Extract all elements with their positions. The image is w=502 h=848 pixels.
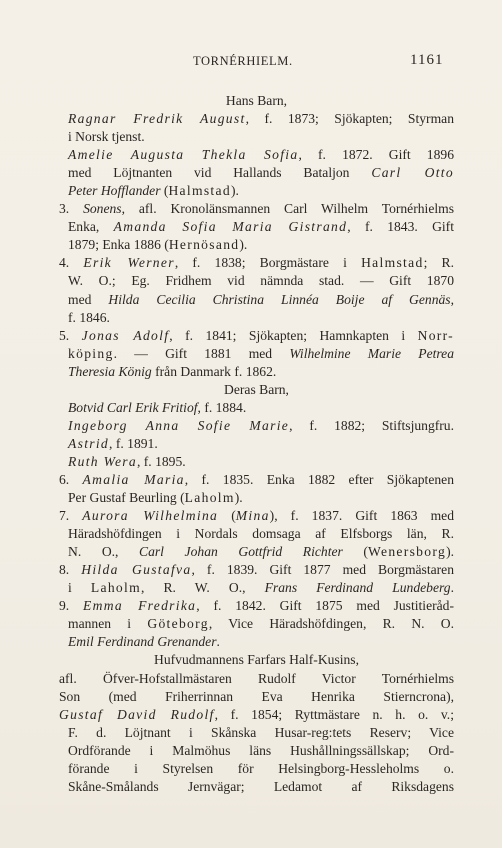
text-run: 4. — [59, 255, 84, 271]
text-line — [59, 110, 454, 128]
person-name: Theresia König — [68, 363, 152, 379]
text-run: afl. Öfver-Hofstallmästaren Rudolf Victor Tornérhielms — [59, 670, 454, 686]
text-run: , f. 1884. — [197, 399, 247, 415]
text-run: , f. 1882; Stiftsjungfru. — [289, 417, 454, 433]
text-run: , — [450, 291, 454, 307]
text-run: Son (med Friherrinnan Eva Henrika Stierncrona), — [59, 688, 454, 704]
text-line — [59, 327, 454, 345]
text-run: 1879; Enka 1886 ( — [68, 237, 169, 253]
text-line — [59, 128, 454, 146]
text-line — [59, 633, 454, 651]
text-line — [59, 453, 454, 471]
running-head-title: TORNÉRHIELM. — [193, 54, 293, 68]
person-name: Frans Ferdinand Lundeberg — [264, 580, 451, 596]
text-run: N. O., — [68, 544, 140, 560]
text-line — [59, 435, 454, 453]
text-run: Ordförande i Malmöhus läns Hushållningssällskap; Ord- — [68, 742, 454, 758]
text-line — [59, 688, 454, 706]
text-line — [59, 670, 454, 688]
text-run: f. 1846. — [68, 309, 110, 325]
text-run: Halmstad — [168, 183, 231, 199]
text-line — [59, 291, 454, 309]
text-line — [59, 760, 454, 778]
text-line — [59, 561, 454, 579]
text-run: Deras Barn, — [224, 381, 289, 397]
person-name: Amelie Augusta Thekla Sofia — [68, 147, 299, 163]
text-line — [59, 579, 454, 597]
text-run: Per Gustaf Beurling ( — [68, 490, 185, 506]
text-line — [59, 146, 454, 164]
text-run: 9. — [59, 598, 84, 614]
text-run: mannen i — [68, 616, 148, 632]
person-name: Astrid — [68, 435, 110, 451]
text-run: Enka, — [68, 219, 114, 235]
person-name: Carl Otto — [371, 165, 454, 181]
text-run: , f. 1872. Gift 1896 — [298, 147, 454, 163]
text-run: W. O.; Eg. Fridhem vid nämnda stad. — Gift 1870 — [68, 273, 454, 289]
text-run: Halmstad — [361, 255, 424, 271]
text-run: Hufvudmannens Farfars Half-Kusins, — [154, 652, 359, 668]
text-line — [59, 236, 454, 254]
text-line — [59, 200, 454, 218]
text-run: , f. 1842. Gift 1875 med Justitieråd- — [196, 598, 454, 614]
text-run: Hernösand — [168, 237, 240, 253]
person-name: Carl Johan Gottfrid Richter — [139, 544, 343, 560]
text-run: 5. — [59, 327, 82, 343]
text-line — [59, 399, 454, 417]
text-line — [59, 471, 454, 489]
text-run: Hans Barn, — [225, 93, 288, 108]
person-name: Erik Werner — [83, 255, 175, 271]
text-run: Laholm — [184, 490, 235, 506]
text-run: , f. 1839. Gift 1877 med Borgmästaren — [191, 562, 455, 578]
section-heading-line — [59, 651, 454, 669]
text-run: , f. 1841; Sjökapten; Hamnkapten i — [169, 327, 418, 343]
section-heading-line — [59, 92, 454, 110]
person-name: Hilda Cecilia Christina Linnéa Boije af Gennäs — [108, 291, 451, 307]
person-name: Wilhelmine Marie Petrea — [289, 345, 454, 361]
section-heading-line — [59, 381, 454, 399]
text-run: Laholm — [90, 580, 141, 596]
text-run: ( — [160, 183, 169, 199]
text-run: köping — [68, 345, 114, 361]
text-run: Norr- — [417, 327, 455, 343]
text-run: , f. 1843. Gift — [347, 219, 454, 235]
text-run: , f. 1873; Sjökapten; Styrman — [245, 111, 454, 127]
text-line — [59, 164, 454, 182]
text-line — [59, 254, 454, 272]
text-run: 8. — [59, 562, 82, 578]
text-run: . — [216, 634, 220, 650]
person-name: Mina — [235, 508, 270, 524]
text-run: , f. 1891. — [109, 435, 158, 451]
text-line — [59, 706, 454, 724]
person-name: Gustaf David Rudolf — [59, 706, 215, 722]
text-run: från Danmark f. 1862. — [151, 363, 277, 379]
person-name: Amanda Sofia Maria Gistrand — [113, 219, 348, 235]
text-run: Wenersborg — [367, 544, 447, 560]
person-name: Jonas Adolf — [81, 327, 170, 343]
text-run: 6. — [59, 471, 83, 487]
text-line — [59, 363, 454, 381]
text-line — [59, 597, 454, 615]
text-line — [59, 742, 454, 760]
text-run: Skåne-Smålands Jernvägar; Ledamot af Riksdagens — [68, 778, 454, 794]
page-number: 1161 — [410, 52, 444, 68]
person-name: Sonens — [83, 201, 122, 217]
text-run: Häradshöfdingen i Nordals domsaga af Elfsborgs län, R. — [68, 526, 454, 542]
person-name: Botvid Carl Erik Fritiof — [68, 399, 198, 415]
text-run: ( — [218, 508, 236, 524]
text-line — [59, 615, 454, 633]
text-run: ). — [230, 183, 239, 199]
person-name: Hilda Gustafva — [81, 562, 192, 578]
text-run: ). — [446, 544, 454, 560]
text-run: Göteborg — [147, 616, 209, 632]
text-run: i — [68, 580, 91, 596]
text-run: 3. — [59, 201, 84, 217]
person-name: Ragnar Fredrik August — [68, 111, 246, 127]
text-line — [59, 218, 454, 236]
person-name: Emma Fredrika — [83, 598, 197, 614]
text-run: , Vice Häradshöfdingen, R. N. O. — [208, 616, 455, 632]
person-name: Emil Ferdinand Grenander — [68, 634, 217, 650]
text-run: . — Gift 1881 med — [113, 345, 290, 361]
text-run: med — [68, 291, 109, 307]
text-line — [59, 778, 454, 796]
text-run: , R. W. O., — [140, 580, 265, 596]
text-line — [59, 489, 454, 507]
person-name: Aurora Wilhelmina — [82, 508, 219, 524]
text-line — [59, 309, 454, 327]
text-line — [59, 345, 454, 363]
person-name: Ruth Wera — [68, 453, 137, 469]
text-line — [59, 724, 454, 742]
text-run: ). — [234, 490, 243, 506]
text-run: med Löjtnanten vid Hallands Bataljon — [68, 165, 372, 181]
text-run: ), f. 1837. Gift 1863 med — [269, 508, 454, 524]
text-line — [59, 507, 454, 525]
text-line — [59, 272, 454, 290]
text-run: ; R. — [423, 255, 454, 271]
text-run: F. d. Löjtnant i Skånska Husar-reg:tets Reserv; Vice — [68, 724, 454, 740]
text-run: ). — [239, 237, 248, 253]
text-line — [59, 543, 454, 561]
text-line — [59, 182, 454, 200]
text-run: 7. — [59, 508, 83, 524]
text-run: i Norsk tjenst. — [68, 129, 145, 145]
text-run: , f. 1854; Ryttmästare n. h. o. v.; — [214, 706, 454, 722]
text-run: , f. 1895. — [136, 453, 186, 469]
person-name: Ingeborg Anna Sofie Marie — [68, 417, 290, 433]
text-line — [59, 417, 454, 435]
text-run: . — [450, 580, 454, 596]
text-run: , afl. Kronolänsmannen Carl Wilhelm Tornérhielms — [121, 201, 454, 217]
text-run: förande i Styrelsen för Helsingborg-Hessleholms o. — [68, 760, 454, 776]
text-run: , f. 1838; Borgmästare i — [174, 255, 362, 271]
running-head — [0, 54, 502, 74]
text-run: , f. 1835. Enka 1882 efter Sjökaptenen — [184, 471, 454, 487]
person-name: Amalia Maria — [82, 471, 185, 487]
person-name: Peter Hofflander — [68, 183, 161, 199]
text-run: ( — [342, 544, 368, 560]
genealogy-text-block — [59, 92, 454, 796]
text-line — [59, 525, 454, 543]
